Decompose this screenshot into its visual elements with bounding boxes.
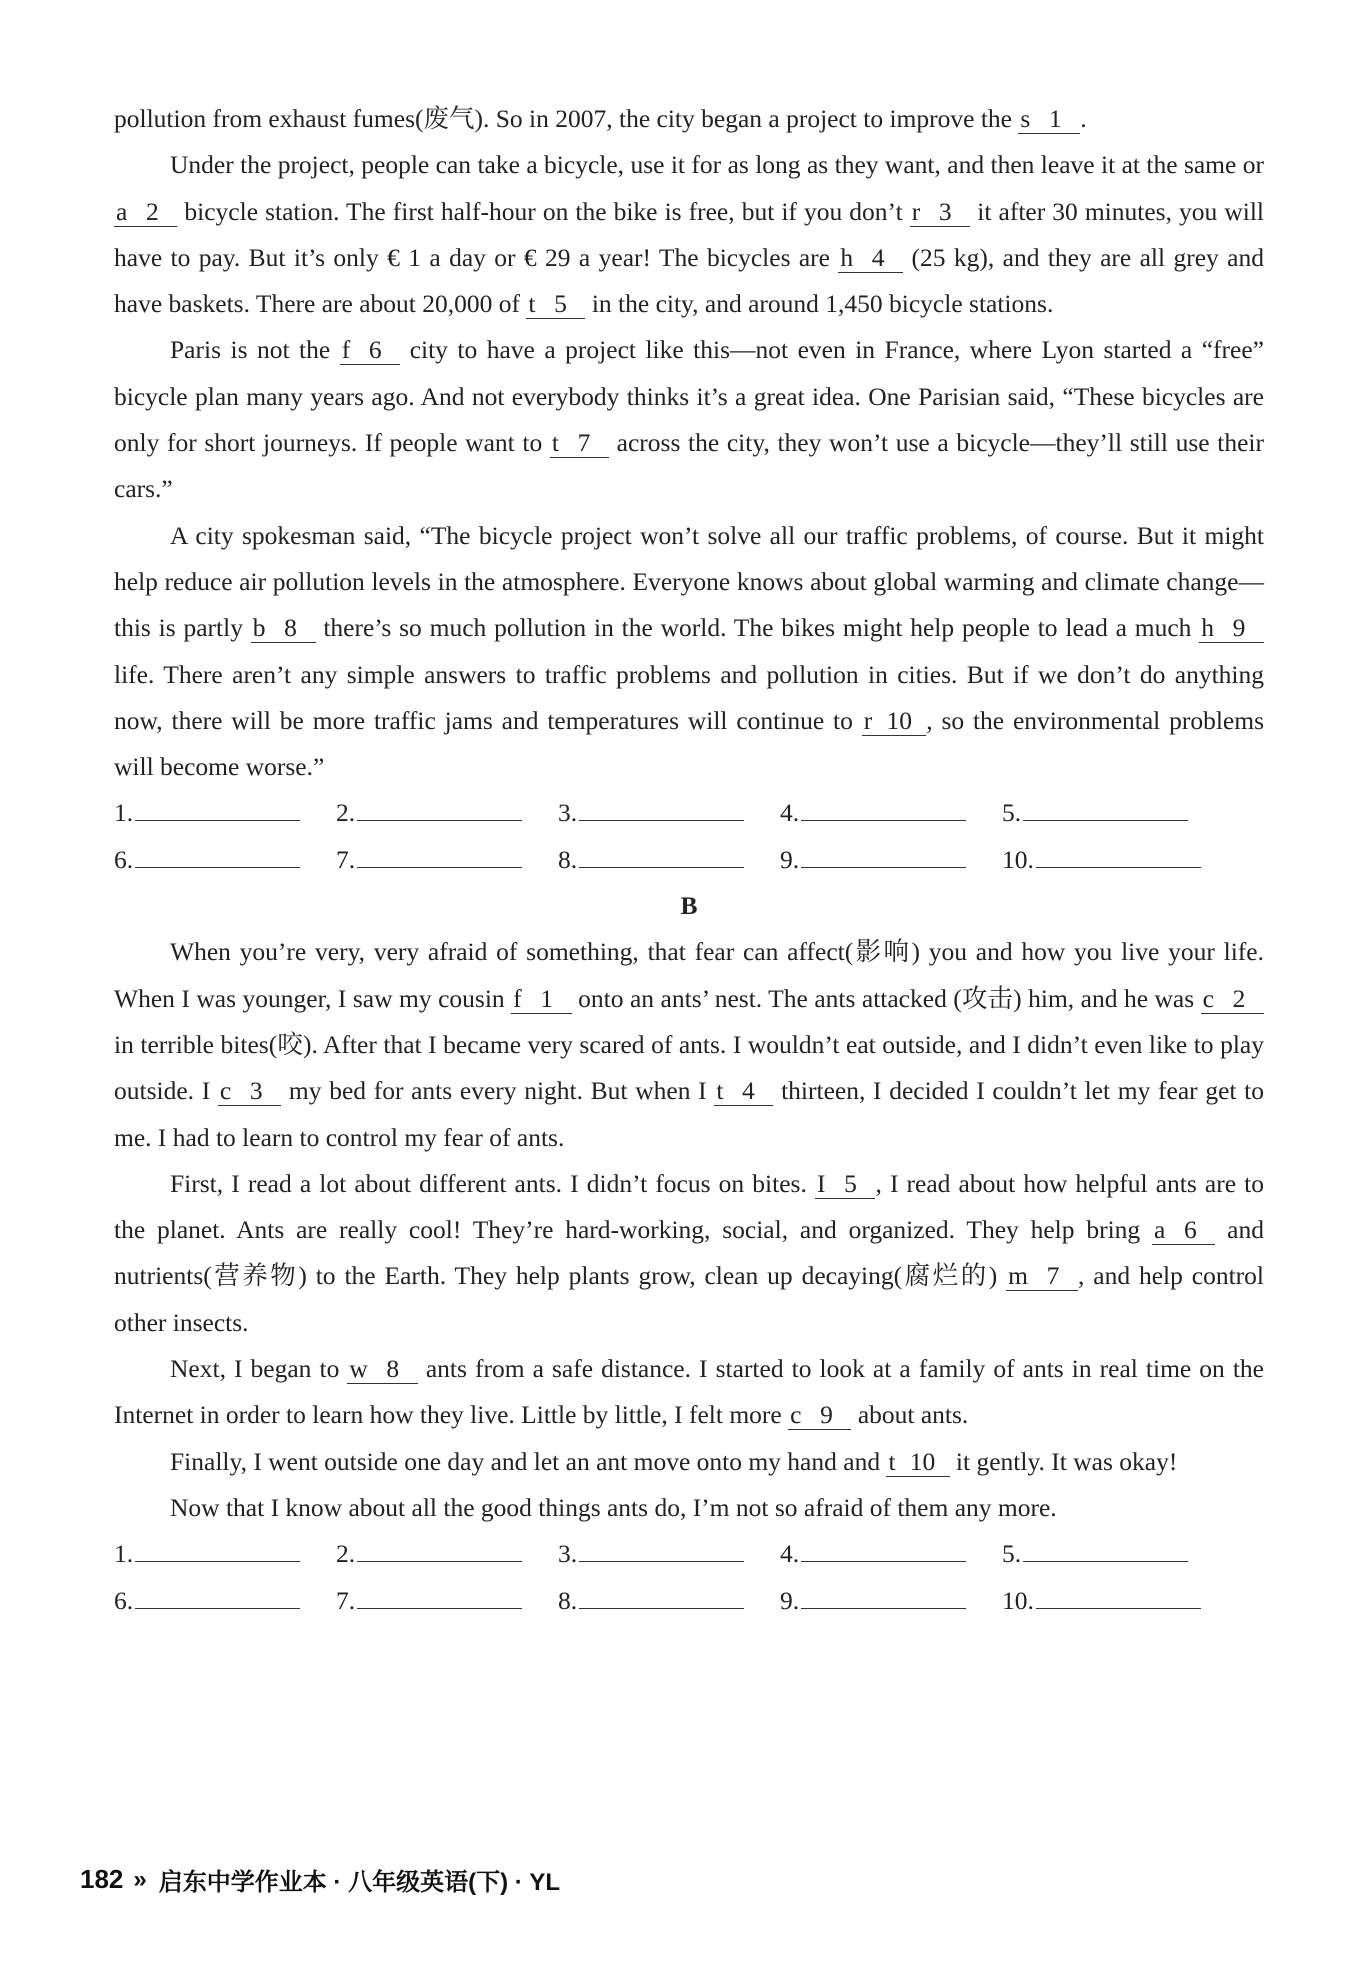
- passage-content: [114, 96, 1264, 1624]
- passage-text: thirteen, I decided I couldn’t let my fear get to me. I had to learn to control my fear of ants.: [114, 1076, 1265, 1152]
- passage-text: it gently. It was okay!: [949, 1446, 1178, 1476]
- answer-label: 6.: [114, 844, 134, 874]
- answer-line[interactable]: [579, 1539, 744, 1562]
- blank-first-letter: r: [911, 196, 921, 226]
- blank-first-letter: t: [716, 1076, 724, 1106]
- passage-text: in terrible bites(咬). After that I became very scared of ants. I wouldn’t eat outside, and I didn’t even like to play outside. I: [114, 1029, 1264, 1106]
- blank-number: 7: [1046, 1261, 1060, 1291]
- passage-paragraph: [114, 96, 1264, 142]
- passage-text: A city spokesman said, “The bicycle project won’t solve all our traffic problems, of course. But it might help reduce air pollution levels in the atmosphere. Everyone knows about global warming and climate change—this is partly: [114, 520, 1264, 643]
- cloze-blank: [862, 707, 927, 736]
- answer-item: [558, 837, 780, 883]
- answer-line[interactable]: [135, 1539, 300, 1562]
- blank-first-letter: m: [1008, 1261, 1028, 1291]
- answer-item: [780, 1578, 1002, 1624]
- blank-first-letter: h: [840, 242, 854, 272]
- answer-line[interactable]: [801, 845, 966, 868]
- blank-first-letter: c: [790, 1400, 802, 1430]
- passage-text: Under the project, people can take a bicycle, use it for as long as they want, and then leave it at the same or: [170, 150, 1264, 180]
- passage-text: it after 30 minutes, you will have to pay. But it’s only € 1 a day or € 29 a year! The bicycles are: [114, 196, 1264, 272]
- passage-text: , and help control other insects.: [114, 1261, 1264, 1337]
- answer-item: [1002, 1578, 1224, 1624]
- answer-label: 10.: [1002, 1585, 1034, 1615]
- answer-label: 7.: [336, 1585, 356, 1615]
- answer-label: 8.: [558, 1585, 578, 1615]
- blank-number: 10: [886, 705, 912, 735]
- answer-line[interactable]: [579, 1586, 744, 1609]
- answer-row: [114, 790, 1264, 836]
- answer-line[interactable]: [357, 1539, 522, 1562]
- answer-item: [336, 1531, 558, 1577]
- answer-label: 3.: [558, 798, 578, 828]
- blank-first-letter: I: [816, 1168, 826, 1198]
- cloze-blank: [340, 336, 401, 365]
- passage-text: and nutrients(营养物) to the Earth. They help plants grow, clean up decaying(腐烂的): [114, 1215, 1264, 1291]
- answer-row: [114, 1578, 1264, 1624]
- passage-paragraph: [114, 513, 1264, 791]
- answer-label: 2.: [336, 798, 356, 828]
- cloze-blank: [218, 1077, 281, 1106]
- passage-text: onto an ants’ nest. The ants attacked (攻击) him, and he was: [571, 983, 1201, 1013]
- answer-label: 3.: [558, 1539, 578, 1569]
- answer-label: 7.: [336, 844, 356, 874]
- answer-line[interactable]: [1023, 1539, 1188, 1562]
- passage-text: pollution from exhaust fumes(废气). So in 2007, the city began a project to improve the: [114, 104, 1019, 133]
- answer-item: [780, 790, 1002, 836]
- answer-line[interactable]: [135, 798, 300, 821]
- answer-label: 5.: [1002, 798, 1022, 828]
- answer-label: 1.: [114, 798, 134, 828]
- passage-text: across the city, they won’t use a bicycle—they’ll still use their cars.”: [114, 428, 1265, 504]
- blank-first-letter: t: [551, 428, 559, 458]
- blank-number: 10: [909, 1446, 936, 1476]
- answer-line[interactable]: [135, 845, 300, 868]
- answer-line[interactable]: [801, 798, 966, 821]
- answer-line[interactable]: [357, 845, 522, 868]
- cloze-blank: [838, 244, 903, 273]
- blank-number: 7: [577, 428, 591, 458]
- answer-item: [558, 1531, 780, 1577]
- answer-line[interactable]: [1036, 1586, 1201, 1609]
- cloze-blank: [526, 290, 585, 319]
- answer-item: [1002, 1531, 1224, 1577]
- blank-number: 2: [145, 196, 159, 226]
- answer-line[interactable]: [357, 1586, 522, 1609]
- blank-first-letter: r: [863, 705, 873, 735]
- passage-text: life. There aren’t any simple answers to traffic problems and pollution in cities. But if we don’t do anything now, there will be more traffic jams and temperatures will continue to: [114, 659, 1264, 735]
- answer-line[interactable]: [1023, 798, 1188, 821]
- blank-number: 5: [554, 289, 567, 319]
- blank-first-letter: f: [341, 335, 351, 365]
- answer-line[interactable]: [801, 1586, 966, 1609]
- answer-line[interactable]: [579, 845, 744, 868]
- passage-text: Finally, I went outside one day and let an ant move onto my hand and: [170, 1446, 887, 1476]
- answer-label: 9.: [780, 1585, 800, 1615]
- passage-text: bicycle station. The first half-hour on the bike is free, but if you don’t: [177, 196, 910, 226]
- cloze-blank: [347, 1355, 417, 1384]
- blank-number: 3: [938, 196, 952, 226]
- blank-number: 3: [249, 1076, 263, 1106]
- answer-label: 2.: [336, 1539, 356, 1569]
- passage-paragraph: [114, 327, 1264, 512]
- blank-first-letter: t: [528, 289, 536, 319]
- answer-item: [558, 1578, 780, 1624]
- answer-line[interactable]: [801, 1539, 966, 1562]
- cloze-blank: [1152, 1216, 1215, 1245]
- cloze-blank: [1201, 985, 1264, 1014]
- blank-first-letter: c: [219, 1076, 232, 1106]
- passage-text: .: [1080, 104, 1087, 133]
- answer-label: 9.: [780, 844, 800, 874]
- answer-label: 6.: [114, 1585, 134, 1615]
- blank-first-letter: t: [888, 1446, 896, 1476]
- passage-text: ants from a safe distance. I started to look at a family of ants in real time on the Internet in order to learn how they live. Little by little, I felt more: [114, 1354, 1264, 1430]
- answer-item: [336, 837, 558, 883]
- answer-item: [1002, 790, 1224, 836]
- answer-item: [336, 1578, 558, 1624]
- blank-first-letter: h: [1201, 613, 1214, 643]
- answer-label: 1.: [114, 1539, 134, 1569]
- blank-first-letter: a: [1154, 1215, 1166, 1245]
- cloze-blank: [251, 614, 316, 643]
- blank-number: 4: [742, 1076, 755, 1106]
- blank-number: 9: [1232, 613, 1246, 643]
- passage-text: there’s so much pollution in the world. The bikes might help people to lead a much: [315, 613, 1200, 643]
- passage-text: my bed for ants every night. But when I: [281, 1076, 715, 1106]
- answer-item: [336, 790, 558, 836]
- passage-text: When you’re very, very afraid of something, that fear can affect(影响) you and how you live your life. When I was younger, I saw my cousin: [114, 937, 1264, 1013]
- cloze-blank: [815, 1170, 876, 1199]
- blank-number: 8: [284, 613, 297, 643]
- passage-text: about ants.: [851, 1400, 969, 1430]
- passage-text: (25 kg), and they are all grey and have baskets. There are about 20,000 of: [114, 242, 1264, 319]
- passage-paragraph: [114, 1161, 1264, 1346]
- cloze-blank: [1018, 105, 1080, 134]
- blank-first-letter: c: [1202, 983, 1214, 1013]
- passage-paragraph: [114, 1346, 1264, 1439]
- blank-number: 1: [540, 983, 554, 1013]
- passage-text: Paris is not the: [170, 335, 340, 365]
- chevron-double-right-icon: »: [133, 1865, 147, 1893]
- blank-first-letter: b: [252, 613, 266, 643]
- blank-first-letter: w: [349, 1354, 368, 1384]
- page-footer: [80, 1862, 560, 1897]
- cloze-blank: [910, 198, 971, 227]
- passage-paragraph: [114, 929, 1264, 1160]
- blank-number: 5: [844, 1168, 857, 1198]
- blank-first-letter: s: [1020, 104, 1031, 133]
- page-number: 182: [80, 1864, 124, 1894]
- answer-item: [114, 837, 336, 883]
- answer-row: [114, 837, 1264, 883]
- answer-item: [780, 1531, 1002, 1577]
- answer-item: [558, 790, 780, 836]
- answer-label: 4.: [780, 798, 800, 828]
- cloze-blank: [550, 429, 609, 458]
- section-b-title: B: [680, 891, 698, 921]
- blank-number: 1: [1048, 104, 1062, 133]
- blank-first-letter: a: [116, 196, 128, 226]
- answer-label: 10.: [1002, 844, 1034, 874]
- passage-paragraph: [114, 142, 1264, 327]
- passage-text: in the city, and around 1,450 bicycle stations.: [585, 289, 1054, 319]
- blank-number: 4: [871, 242, 885, 272]
- answer-item: [114, 1578, 336, 1624]
- passage-paragraph: [114, 1485, 1264, 1531]
- answer-label: 8.: [558, 844, 578, 874]
- cloze-blank: [114, 198, 177, 227]
- blank-number: 6: [368, 335, 382, 365]
- answer-item: [114, 1531, 336, 1577]
- blank-number: 6: [1183, 1215, 1197, 1245]
- blank-number: 2: [1232, 983, 1246, 1013]
- answer-item: [1002, 837, 1224, 883]
- cloze-blank: [886, 1448, 949, 1477]
- cloze-blank: [714, 1077, 773, 1106]
- passage-text: , I read about how helpful ants are to the planet. Ants are really cool! They’re hard-working, social, and organized. They help bring: [114, 1168, 1264, 1245]
- blank-number: 8: [386, 1354, 400, 1384]
- cloze-blank: [511, 985, 572, 1014]
- answer-line[interactable]: [135, 1586, 300, 1609]
- cloze-blank: [1006, 1262, 1078, 1291]
- passage-text: Next, I began to: [170, 1354, 348, 1384]
- answer-line[interactable]: [357, 798, 522, 821]
- passage-paragraph: [114, 1439, 1264, 1485]
- passage-text: , so the environmental problems will become worse.”: [114, 705, 1265, 782]
- answer-line[interactable]: [1036, 845, 1201, 868]
- answer-row: [114, 1531, 1264, 1577]
- cloze-blank: [1199, 614, 1264, 643]
- blank-first-letter: f: [513, 983, 522, 1013]
- cloze-blank: [788, 1401, 851, 1430]
- answer-line[interactable]: [579, 798, 744, 821]
- passage-text: city to have a project like this—not even in France, where Lyon started a “free” bicycle plan many years ago. And not everybody thinks it’s a great idea. One Parisian said, “These bicycles are only for short journeys. If people want to: [114, 335, 1264, 458]
- passage-text: Now that I know about all the good things ants do, I’m not so afraid of them any more.: [170, 1492, 1057, 1522]
- blank-number: 9: [820, 1400, 833, 1430]
- answer-label: 4.: [780, 1539, 800, 1569]
- passage-text: First, I read a lot about different ants. I didn’t focus on bites.: [170, 1168, 815, 1198]
- book-title: 启东中学作业本 · 八年级英语(下) · YL: [158, 1869, 561, 1896]
- answer-item: [780, 837, 1002, 883]
- answer-item: [114, 790, 336, 836]
- answer-label: 5.: [1002, 1539, 1022, 1569]
